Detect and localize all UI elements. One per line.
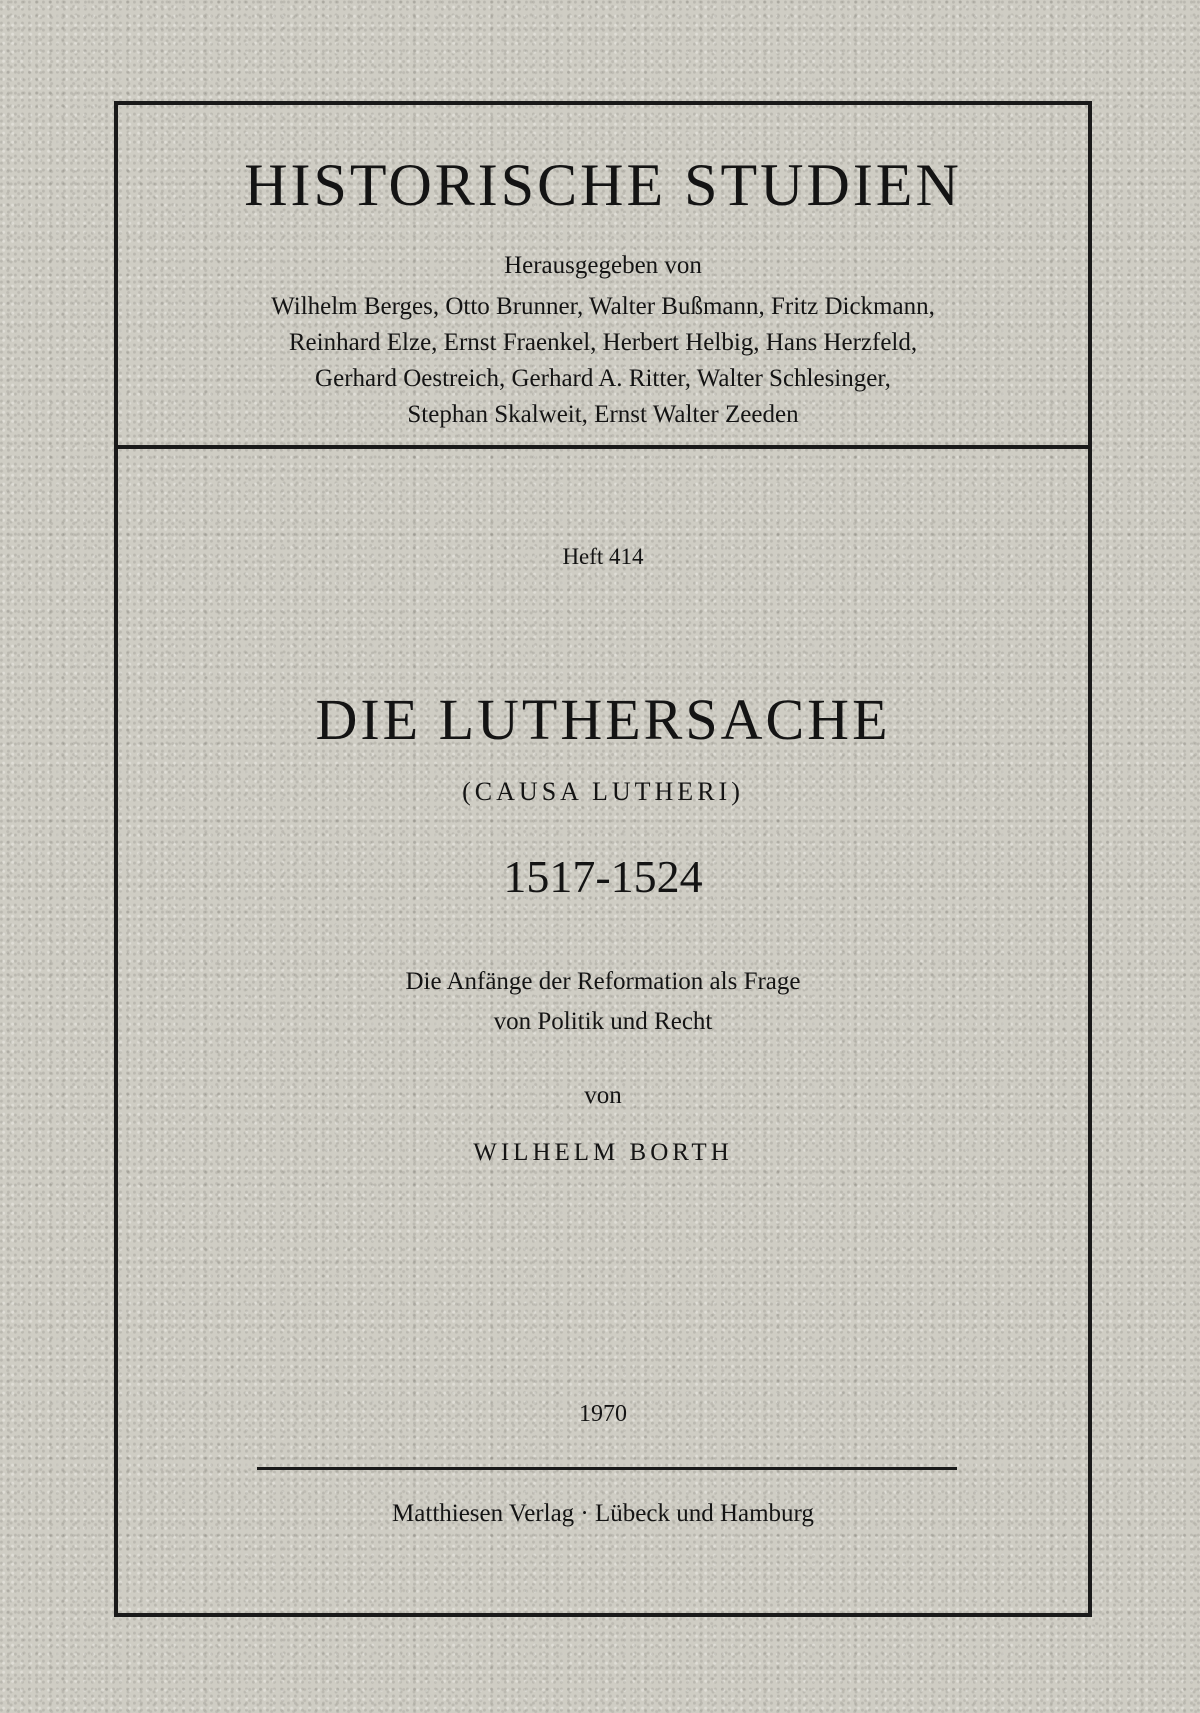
publisher-imprint: Matthiesen Verlag · Lübeck und Hamburg bbox=[392, 1500, 814, 1527]
editor-line: Reinhard Elze, Ernst Fraenkel, Herbert Helbig, Hans Herzfeld, bbox=[288, 329, 918, 356]
publisher-divider bbox=[257, 1467, 957, 1470]
editors-list bbox=[118, 289, 1088, 433]
editor-line: Gerhard Oestreich, Gerhard A. Ritter, Walter Schlesinger, bbox=[315, 365, 891, 392]
publication-year: 1970 bbox=[579, 1401, 627, 1427]
book-latin-title: (CAUSA LUTHERI) bbox=[462, 777, 744, 806]
book-subtitle-line: von Politik und Recht bbox=[493, 1008, 713, 1035]
cover-frame bbox=[114, 101, 1092, 1617]
series-title: HISTORISCHE STUDIEN bbox=[244, 152, 962, 218]
series-header bbox=[118, 105, 1088, 449]
book-title: DIE LUTHERSACHE bbox=[315, 687, 891, 752]
book-years: 1517-1524 bbox=[503, 851, 703, 902]
editor-line: Stephan Skalweit, Ernst Walter Zeeden bbox=[407, 401, 799, 428]
title-page-body bbox=[118, 449, 1088, 1613]
editors-intro: Herausgegeben von bbox=[504, 252, 702, 279]
book-subtitle-line: Die Anfänge der Reformation als Frage bbox=[405, 968, 801, 995]
editor-line: Wilhelm Berges, Otto Brunner, Walter Bußmann, Fritz Dickmann, bbox=[271, 293, 935, 320]
issue-number: Heft 414 bbox=[562, 544, 644, 569]
author-name: WILHELM BORTH bbox=[473, 1139, 733, 1166]
by-label: von bbox=[584, 1082, 622, 1109]
